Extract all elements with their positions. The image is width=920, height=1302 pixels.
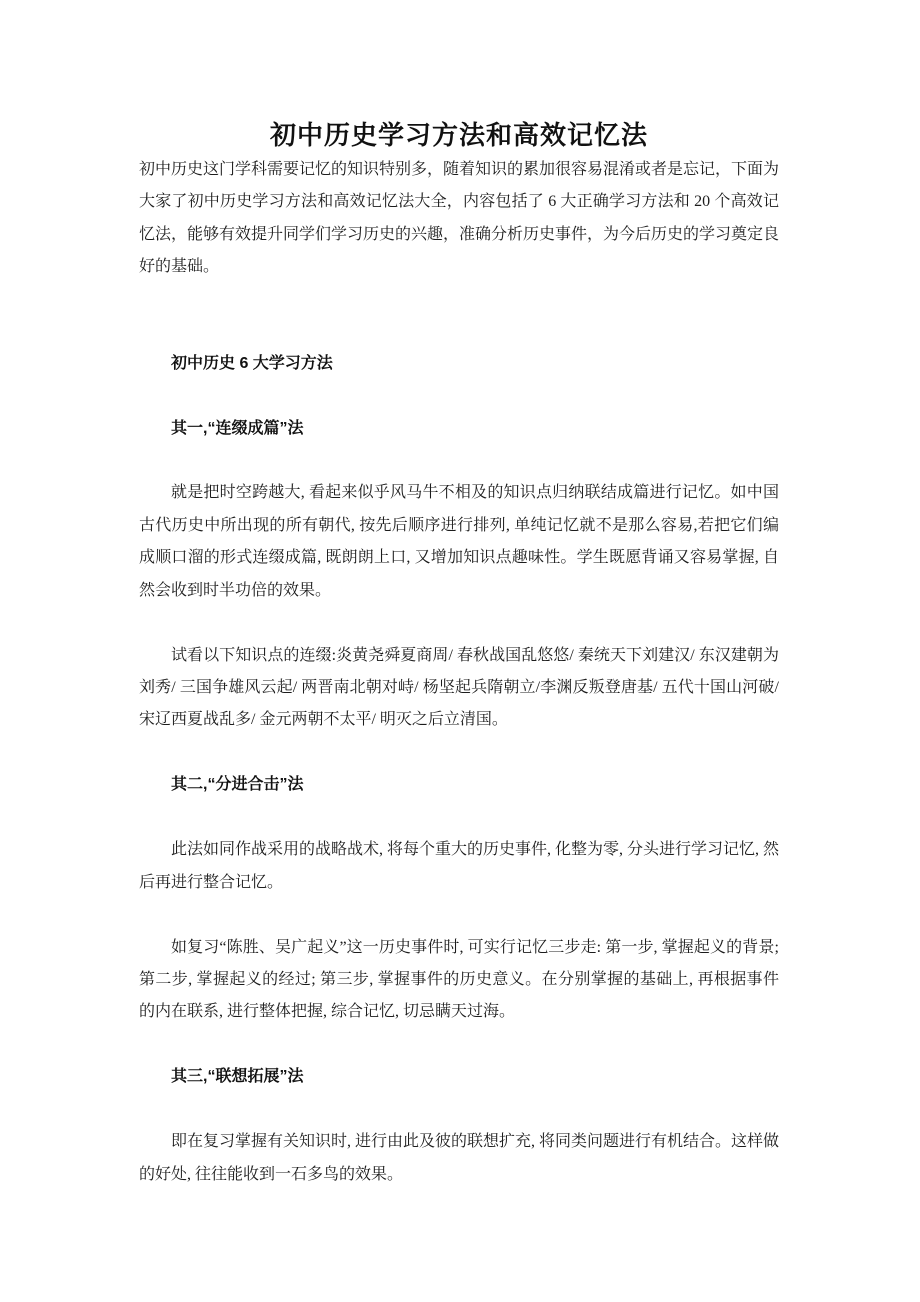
intro-paragraph: 初中历史这门学科需要记忆的知识特别多，随着知识的累加很容易混淆或者是忘记，下面为大家了初中历史学习方法和高效记忆法大全，内容包括了 6 大正确学习方法和 20 个高效记忆法，能够有效提升同学们学习历史的兴趣，准确分析历史事件，为今后历史的学习奠定良好的基础。 [139,161,780,276]
method-1-heading: 其一,“连缀成篇”法 [171,419,304,437]
method-3-paragraph-1: 即在复习掌握有关知识时, 进行由此及彼的联想扩充, 将同类问题进行有机结合。这样做的好处, 往往能收到一石多鸟的效果。 [139,1133,780,1183]
method-1-paragraph-1: 就是把时空跨越大, 看起来似乎风马牛不相及的知识点归纳联结成篇进行记忆。如中国古代历史中所出现的所有朝代, 按先后顺序进行排列, 单纯记忆就不是那么容易,若把它们编成顺口溜的形式连缀成篇, 既朗朗上口, 又增加知识点趣味性。学生既愿背诵又容易掌握, 自然会收到时半功倍的效果。 [139,484,779,599]
method-1-paragraph-2: 试看以下知识点的连缀:炎黄尧舜夏商周/ 春秋战国乱悠悠/ 秦统天下刘建汉/ 东汉建朝为刘秀/ 三国争雄风云起/ 两晋南北朝对峙/ 杨坚起兵隋朝立/李渊反叛登唐基/ 五代十国山河破/ 宋辽西夏战乱多/ 金元两朝不太平/ 明灭之后立清国。 [139,646,779,729]
section-heading: 初中历史 6 大学习方法 [171,354,333,372]
document-title: 初中历史学习方法和高效记忆法 [269,120,648,150]
method-2-heading: 其二,“分进合击”法 [171,776,304,794]
method-2-paragraph-1: 此法如同作战采用的战略战术, 将每个重大的历史事件, 化整为零, 分头进行学习记忆, 然后再进行整合记忆。 [139,841,780,891]
method-2-paragraph-2: 如复习“陈胜、吴广起义”这一历史事件时, 可实行记忆三步走: 第一步, 掌握起义的背景; 第二步, 掌握起义的经过; 第三步, 掌握事件的历史意义。在分别掌握的基础上, 再根据事件的内在联系, 进行整体把握, 综合记忆, 切忌瞒天过海。 [139,938,779,1021]
method-3-heading: 其三,“联想拓展”法 [171,1068,304,1086]
